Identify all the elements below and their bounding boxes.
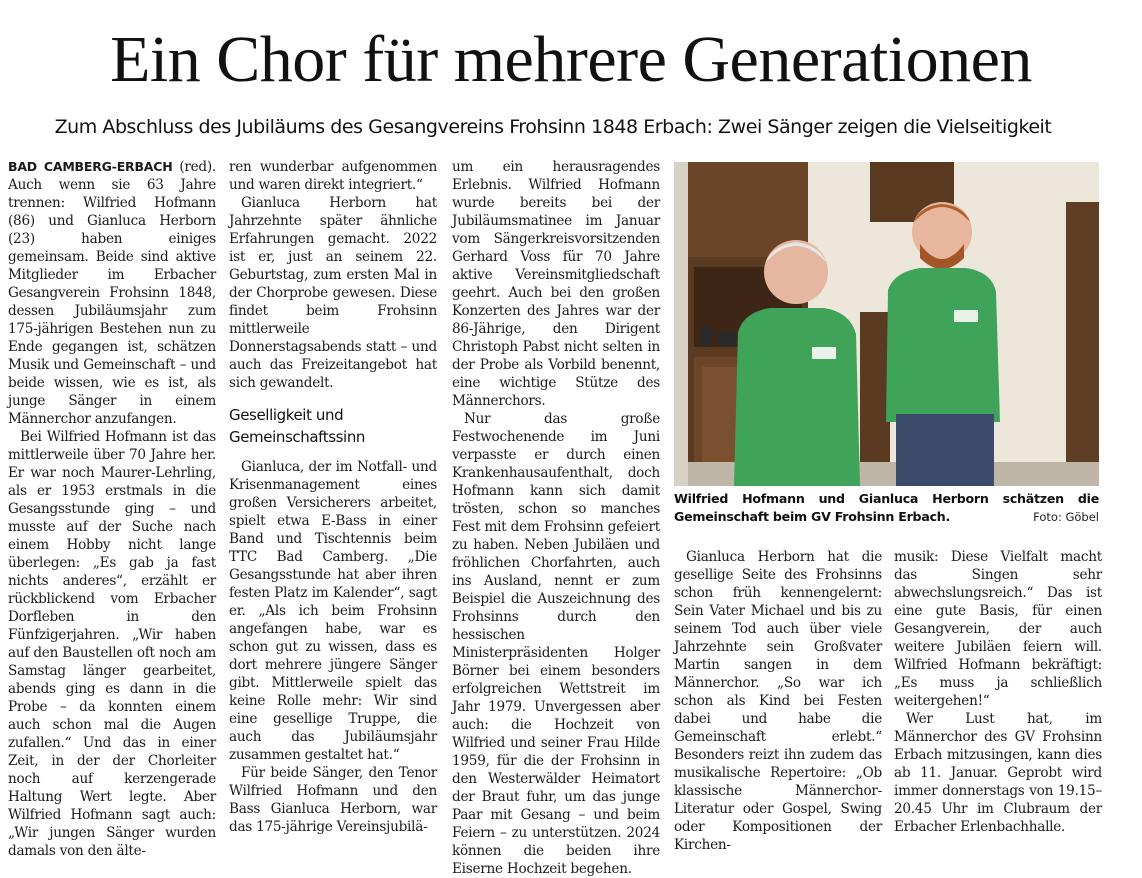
dateline: BAD CAMBERG-ERBACH: [8, 159, 173, 174]
photo-caption: Wilfried Hofmann und Gianluca Herborn schätzen die Gemeinschaft beim GV Frohsinn Erbach.: [674, 491, 1099, 524]
paragraph: Für beide Sänger, den Tenor Wilfried Hofmann und den Bass Gianluca Herborn, war das 175-jährige Vereinsjubilä-: [229, 765, 437, 835]
section-subheading: [229, 404, 437, 448]
subheading-line: Geselligkeit und: [229, 406, 344, 424]
paragraph: musik: Diese Vielfalt macht das Singen sehr abwechslungsreich.“ Das ist eine gute Basis, für einen Gesangverein, der auch weitere Jubiläen feiern will. Wilfried Hofmann bekräftigt: „Es muss ja schließlich weitergehen!“: [894, 549, 1102, 709]
headline: Ein Chor für mehrere Generationen: [110, 23, 1032, 96]
article-column-4: [674, 548, 882, 853]
article-photo: [674, 162, 1099, 486]
photo-illustration: [674, 162, 1099, 486]
article-column-5: [894, 548, 1102, 835]
paragraph: Gianluca, der im Notfall- und Krisenmanagement eines großen Versicherers arbeitet, spielt etwa E-Bass in einer Band und Tischtennis beim TTC Bad Camberg. „Die Gesangsstunde hat aber ihren festen Platz im Kalender“, sagt er. „Als ich beim Frohsinn angefangen habe, war es schon gut zu wissen, dass es dort mehrere jüngere Sänger gibt. Mittlerweile spielt das keine Rolle mehr: Wir sind eine gesellige Truppe, die auch das Jubiläumsjahr zusammen gestaltet hat.“: [229, 459, 437, 763]
paragraph: Nur das große Festwochenende im Juni verpasste er durch einen Krankenhausaufenthalt, doch Hofmann kann sich damit trösten, schon so manches Fest mit dem Frohsinn gefeiert zu haben. Neben Jubiläen und fröhlichen Chorfahrten, auch ins Ausland, nennt er zum Beispiel die Auszeichnung des Frohsinns durch den hessischen Ministerpräsidenten Holger Börner bei einem besonders erfolgreichen Wettstreit im Jahr 1979. Unvergessen aber auch: die Hochzeit von Wilfried und seiner Frau Hilde 1959, für die der Frohsinn in den Westerwälder Heimatort der Braut fuhr, um das junge Paar mit Gesang – und beim Feiern – zu unterstützen. 2024 können die beiden ihre Eiserne Hochzeit begehen.: [452, 411, 660, 877]
paragraph: um ein herausragendes Erlebnis. Wilfried Hofmann wurde bereits bei der Jubiläumsmatinee im Januar vom Sängerkreisvorsitzenden Gerhard Voss für 70 Jahre aktive Vereinsmitgliedschaft geehrt. Auch bei den großen Konzerten des Jahres war der 86-Jährige, den Dirigent Christoph Pabst nicht selten in der Probe als Vorbild benennt, eine wichtige Stütze des Männerchors.: [452, 159, 660, 409]
subheading-line: Gemeinschaftssinn: [229, 428, 366, 446]
article-column-1: [8, 158, 216, 859]
paragraph-text: (red). Auch wenn sie 63 Jahre trennen: Wilfried Hofmann (86) und Gianluca Herborn (23) haben einiges gemeinsam. Beide sind aktive Mitglieder im Erbacher Gesangverein Frohsinn 1848, dessen Jubiläumsjahr zum 175-jährigen Bestehen nun zu Ende gegangen ist, schätzen Musik und Gemeinschaft – und beide wissen, wie es ist, als junge Sänger in einem Männerchor anzufangen.: [8, 159, 216, 427]
paragraph: Gianluca Herborn hat Jahrzehnte später ähnliche Erfahrungen gemacht. 2022 ist er, just an seinem 22. Geburtstag, zum ersten Mal in der Chorprobe gewesen. Diese findet beim Frohsinn mittlerweile Donnerstagsabends statt – und auch das Freizeitangebot hat sich gewandelt.: [229, 195, 437, 391]
paragraph: Wer Lust hat, im Männerchor des GV Frohsinn Erbach mitzusingen, kann dies ab 11. Januar. Geprobt wird immer donnerstags von 19.15–20.45 Uhr im Clubraum der Erbacher Erlenbachhalle.: [894, 711, 1102, 835]
photo-credit: Foto: Göbel: [1033, 510, 1099, 524]
subheadline: Zum Abschluss des Jubiläums des Gesangvereins Frohsinn 1848 Erbach: Zwei Sänger zeigen die Vielseitigkeit: [54, 116, 1052, 138]
paragraph: ren wunderbar aufgenommen und waren direkt integriert.“: [229, 159, 437, 193]
paragraph: Gianluca Herborn hat die gesellige Seite des Frohsinns schon früh kennengelernt: Sein Vater Michael und bis zu seinem Tod auch über viele Jahrzehnte sein Großvater Martin sangen in dem Männerchor. „So war ich schon als Kind bei Festen dabei und habe die Gemeinschaft erlebt.“ Besonders reizt ihn zudem das musikalische Repertoire: „Ob klassische Männerchor-Literatur oder Gospel, Swing oder Kompositionen der Kirchen-: [674, 549, 882, 853]
article-column-3: [452, 158, 660, 877]
paragraph: [8, 158, 216, 428]
article-column-2: [229, 158, 437, 835]
paragraph: Bei Wilfried Hofmann ist das mittlerweile über 70 Jahre her. Er war noch Maurer-Lehrling, als er 1953 erstmals in die Gesangsstunde ging – und musste auf der Suche nach einem Hobby nicht lange überlegen: „Es gab ja fast nichts anderes“, erzählt er rückblickend vom Erbacher Dorfleben in den Fünfzigerjahren. „Wir haben auf den Baustellen oft noch am Samstag länger gearbeitet, abends ging es dann in die Probe – da konnten einem auch schon mal die Augen zufallen.“ Und das in einer Zeit, in der der Chorleiter noch auf kerzengerade Haltung Wert legte. Aber Wilfried Hofmann sagt auch: „Wir jungen Sänger wurden damals von den älte-: [8, 429, 216, 859]
